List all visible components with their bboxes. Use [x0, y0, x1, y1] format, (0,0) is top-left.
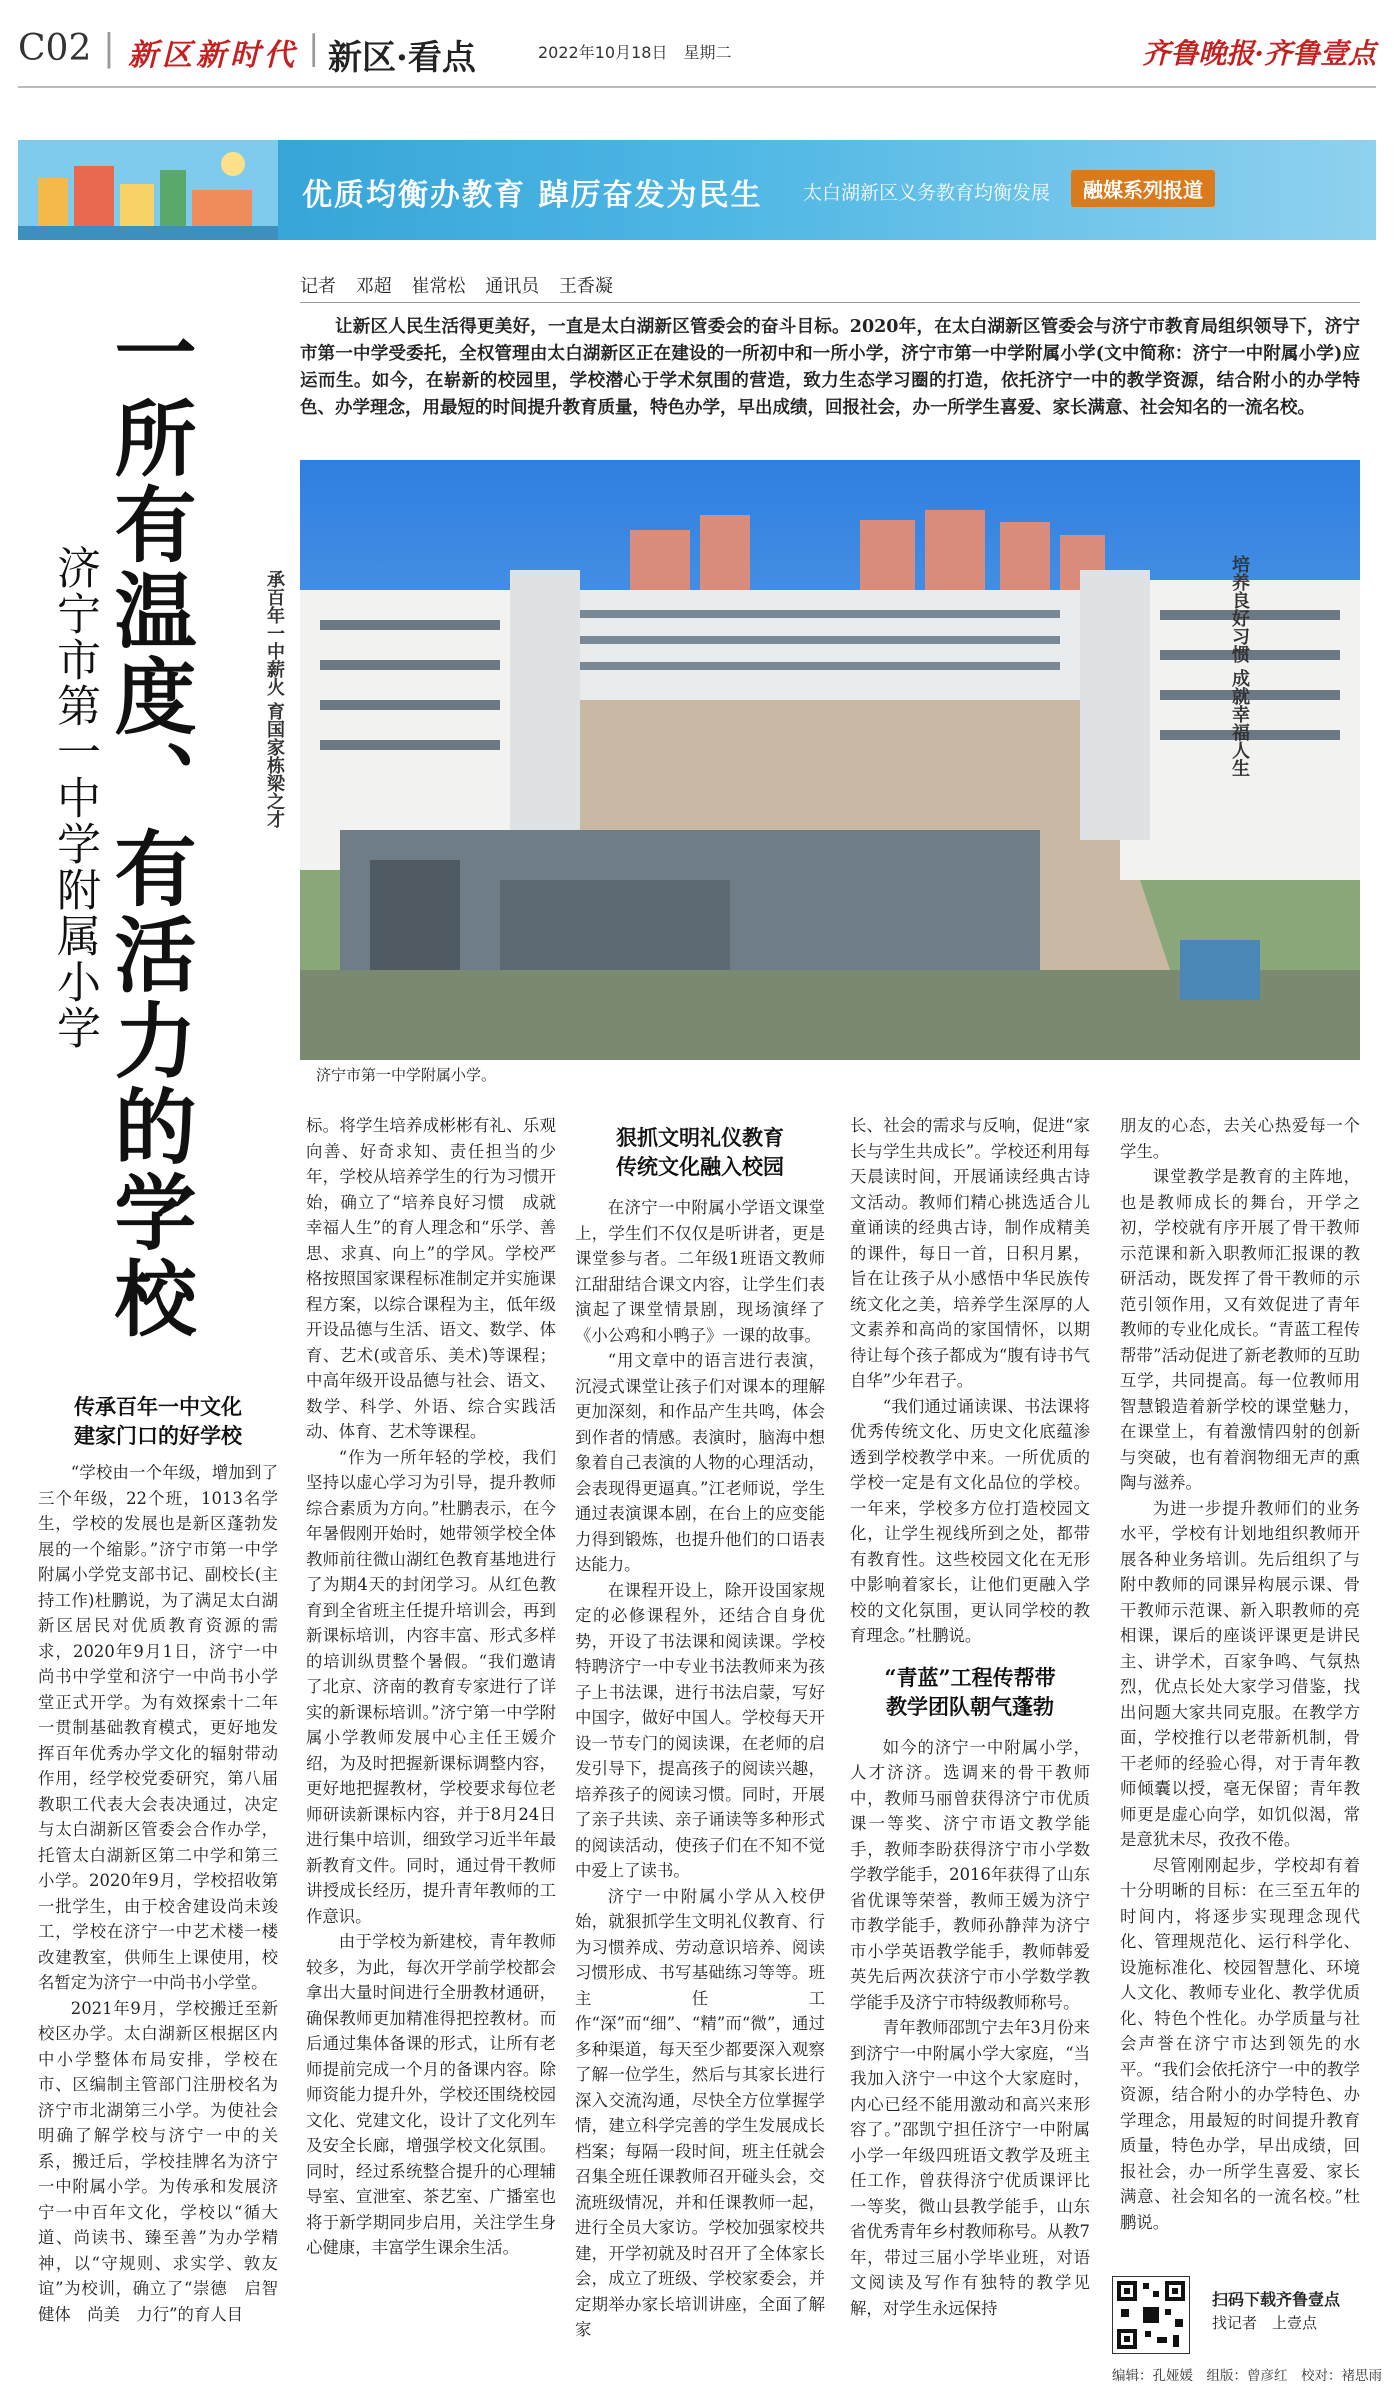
- paragraph: 在济宁一中附属小学语文课堂上，学生们不仅仅是听讲者，更是课堂参与者。二年级1班语文教师江甜甜结合课文内容，让学生们表演起了课堂情景剧，现场演绎了《小公鸡和小鸭子》一课的故事。: [575, 1198, 825, 1345]
- paragraph: 朋友的心态，去关心热爱每一个学生。: [1120, 1116, 1360, 1161]
- text-column-4: [850, 1113, 1090, 2321]
- paragraph: 长、社会的需求与反响，促进“家长与学生共成长”。学校还利用每天晨读时间，开展诵读经典古诗文活动。教师们精心挑选适合儿童诵读的经典古诗，制作成精美的课件，每日一首，日积月累，旨在让孩子从小感悟中华民族传统文化之美，培养学生深厚的人文素养和高尚的家国情怀，以期待让每个孩子都成为“腹有诗书气自华”少年君子。: [850, 1116, 1090, 1390]
- sub-headline: 济宁市第一中学附属小学: [49, 545, 100, 1051]
- section-title: 新区·看点: [328, 38, 476, 78]
- paragraph: “学校由一个年级，增加到了三个年级，22个班，1013名学生，学校的发展也是新区蓬勃发展的一个缩影。”济宁市第一中学附属小学党支部书记、副校长(主持工作)杜鹏说，为了满足太白湖新区居民对优质教育资源的需求，2020年9月1日，济宁一中尚书中学堂和济宁一中尚书小学堂正式开学。为有效探索十二年一贯制基础教育模式，更好地发挥百年优秀办学文化的辐射带动作用，经学校党委研究，第八届教职工代表大会表决通过，决定与太白湖新区管委会合作办学，托管太白湖新区第二中学和第三小学。2020年9月，学校招收第一批学生，由于校舍建设尚未竣工，学校在济宁一中艺术楼一楼改建教室，供师生上课使用，校名暂定为济宁一中尚书小学堂。: [38, 1463, 278, 1992]
- paragraph: “用文章中的语言进行表演，沉浸式课堂让孩子们对课本的理解更加深刻，和作品产生共鸣，体会到作者的情感。表演时，脑海中想象着自己表演的人物的心理活动，会表现得更逼真。”江老师说，学生通过表演课本剧，在台上的应变能力得到锻炼，也提升他们的口语表达能力。: [575, 1351, 825, 1574]
- section-heading: [38, 1392, 278, 1450]
- paper-name: 新区新时代: [128, 38, 298, 73]
- paragraph: 在课程开设上，除开设国家规定的必修课程外，还结合自身优势，开设了书法课和阅读课。学校特聘济宁一中专业书法教师来为孩子上书法课，进行书法启蒙，写好中国字，做好中国人。学校每天开设一节专门的阅读课，在老师的启发引导下，提高孩子的阅读兴趣，培养孩子的阅读习惯。同时，开展了亲子共读、亲子诵读等多种形式的阅读活动，使孩子们在不知不觉中爱上了读书。: [575, 1580, 825, 1880]
- paragraph: 青年教师邵凯宁去年3月份来到济宁一中附属小学大家庭，“当我加入济宁一中这个大家庭时，内心已经不能用激动和高兴来形容了。”邵凯宁担任济宁一中附属小学一年级四班语文教学及班主任工作，曾获得济宁优质课评比一等奖，微山县教学能手，山东省优秀青年乡村教师称号。从教7年，带过三届小学毕业班，对语文阅读及写作有独特的教学见解，对学生永远保持: [850, 2018, 1090, 2318]
- photo-caption: 济宁市第一中学附属小学。: [316, 1066, 497, 1084]
- school-photo: [300, 460, 1360, 1060]
- section-heading-line: 建家门口的好学校: [74, 1423, 242, 1448]
- masthead: [18, 24, 1376, 80]
- paragraph: 由于学校为新建校，青年教师较多，为此，每次开学前学校都会拿出大量时间进行全册教材通研，确保教师更加精准得把控教材。而后通过集体备课的形式，让所有老师提前完成一个月的备课内容。除师资能力提升外，学校还围绕校园文化、党建文化，设计了文化列车及安全长廊，增强学校文化氛围。同时，经过系统整合提升的心理辅导室、宣泄室、茶艺室、广播室也将于新学期同步启用，关注学生身心健康，丰富学生课余生活。: [306, 1932, 556, 2257]
- reporter-label: 记者: [300, 276, 336, 297]
- header-rule: [18, 86, 1376, 88]
- qr-line: 找记者 上壹点: [1212, 2314, 1318, 2332]
- text-column-5: [1120, 1113, 1360, 2235]
- page-credits: 编辑：孔娅媛 组版：曾彦红 校对：褚思雨: [1112, 2368, 1382, 2384]
- paragraph: 为进一步提升教师们的业务水平，学校有计划地组织教师开展各种业务培训。先后组织了与附中教师的同课异构展示课、骨干教师示范课、新入职教师的亮相课，课后的座谈评课更是讲民主、讲学术，百家争鸣、气氛热烈，优点长处大家学习借鉴，找出问题大家共同克服。在教学方面，学校推行以老带新机制，骨干老师的经验心得，对于青年教师倾囊以授，毫无保留；青年教师更是虚心向学，如饥似渴，常是意犹未尽，孜孜不倦。: [1120, 1498, 1360, 1849]
- school-illustration-icon: [18, 140, 278, 240]
- series-banner: [18, 140, 1376, 240]
- paragraph: 标。将学生培养成彬彬有礼、乐观向善、好奇求知、责任担当的少年，学校从培养学生的行为习惯开始，确立了“培养良好习惯 成就幸福人生”的育人理念和“乐学、善思、求真、向上”的学风。学校严格按照国家课程标准制定并实施课程方案，以综合课程为主，低年级开设品德与生活、语文、数学、体育、艺术(或音乐、美术)等课程；中高年级开设品德与社会、语文、数学、科学、外语、综合实践活动、体育、艺术等课程。: [306, 1116, 556, 1441]
- correspondent-name: 王香凝: [558, 276, 613, 297]
- issue-date: 2022年10月18日 星期二: [538, 43, 732, 62]
- divider: |: [308, 28, 320, 68]
- section-heading-line: 教学团队朝气蓬勃: [886, 1693, 1054, 1719]
- brand-logo: 齐鲁晚报·齐鲁壹点: [1142, 37, 1376, 70]
- sign-left: 承百年一中薪火 育国家栋梁之才: [264, 570, 285, 829]
- reporter-name: 崔常松: [411, 276, 466, 297]
- paragraph: 课堂教学是教育的主阵地，也是教师成长的舞台，开学之初，学校就有序开展了骨干教师示范课和新入职教师汇报课的教研活动，既发挥了骨干教师的示范引领作用，又有效促进了青年教师的专业化成长。“青蓝工程传帮带”活动促进了新老教师的互助互学，共同提高。每一位教师用智慧锻造着新学校的课堂魅力，在课堂上，有着激情四射的创新与突破，也有着润物细无声的熏陶与滋养。: [1120, 1167, 1360, 1492]
- paragraph: “作为一所年轻的学校，我们坚持以虚心学习为引导，提升教师综合素质为方向。”杜鹏表示，在今年暑假刚开始时，她带领学校全体教师前往微山湖红色教育基地进行了为期4天的封闭学习。从红色教育到全省班主任提升培训会，再到新课标培训，内容丰富、形式多样的培训纵贯整个暑假。“我们邀请了北京、济南的教育专家进行了详实的新课标培训。”济宁第一中学附属小学教师发展中心主任王媛介绍，为及时把握新课标调整内容，更好地把握教材，学校要求每位老师研读新课标内容，并于8月24日进行集中培训，细致学习近半年最新教育文件。同时，通过骨干教师讲授成长经历，提升青年教师的工作意识。: [306, 1447, 556, 1926]
- section-heading-line: 狠抓文明礼仪教育: [616, 1125, 784, 1150]
- banner-title: 优质均衡办教育 踔厉奋发为民生: [302, 178, 763, 213]
- qr-caption: [1212, 2288, 1340, 2335]
- headline: 一所有温度、有活力的学校: [101, 310, 197, 1342]
- paragraph: 济宁一中附属小学从入校伊始，就狠抓学生文明礼仪教育、行为习惯养成、劳动意识培养、阅读习惯形成、书写基础练习等等。班主任工作“深”而“细”、“精”而“微”，通过多种渠道，每天至少都要深入观察了解一位学生，然后与其家长进行深入交流沟通，尽快全方位掌握学情，建立科学完善的学生发展成长档案；每隔一段时间，班主任就会召集全班任课教师召开碰头会，交流班级情况，并和任课教师一起，进行全员大家访。学校加强家校共建，开学初就及时召开了全体家长会，成立了班级、学校家委会，并定期举办家长培训讲座，全面了解家: [575, 1886, 825, 2339]
- paragraph: “我们通过诵读课、书法课将优秀传统文化、历史文化底蕴渗透到学校教学中来。一所优质的学校一定是有文化品位的学校。一年来，学校多方位打造校园文化，让学生视线所到之处，都带有教育性。这些校园文化在无形中影响着家长，让他们更融入学校的文化氛围，更认同学校的教育理念。”杜鹏说。: [850, 1396, 1090, 1645]
- section-heading: [850, 1663, 1090, 1721]
- sign-right: 培养良好习惯 成就幸福人生: [1229, 555, 1250, 778]
- banner-tag: 融媒系列报道: [1071, 170, 1215, 207]
- text-column-3: [575, 1113, 825, 2343]
- lead-paragraph: 让新区人民生活得更美好，一直是太白湖新区管委会的奋斗目标。2020年，在太白湖新区管委会与济宁市教育局组织领导下，济宁市第一中学受委托，全权管理由太白湖新区正在建设的一所初中和一所小学，济宁市第一中学附属小学(文中简称：济宁一中附属小学)应运而生。如今，在崭新的校园里，学校潜心于学术氛围的营造，致力生态学习圈的打造，依托济宁一中的教学资源，结合附小的办学特色、办学理念，用最短的时间提升教育质量，特色办学，早出成绩，回报社会，办一所学生喜爱、家长满意、社会知名的一流名校。: [300, 317, 1360, 418]
- byline: [300, 272, 627, 298]
- paragraph: 2021年9月，学校搬迁至新校区办学。太白湖新区根据区内中小学整体布局安排，学校在市、区编制主管部门注册校名为济宁市北湖第三小学。为使社会明确了解学校与济宁一中的关系，搬迁后，学校挂牌名为济宁一中附属小学。为传承和发展济宁一中百年文化，学校以“循大道、尚读书、臻至善”为办学精神，以“守规则、求实学、敦友谊”为校训，确立了“崇德 启智 健体 尚美 力行”的育人目: [38, 1998, 295, 2324]
- paragraph: 如今的济宁一中附属小学，人才济济。选调来的骨干教师中，教师马丽曾获得济宁市优质课一等奖、济宁市语文教学能手，教师李盼获得济宁市小学数学教学能手，2016年获得了山东省优课等荣誉，教师王媛为济宁市教学能手，教师孙静萍为济宁市小学英语教学能手，教师韩爱英先后两次获济宁市小学数学教学能手及济宁市特级教师称号。: [850, 1737, 1090, 2012]
- qr-code-icon[interactable]: [1112, 2276, 1190, 2354]
- reporter-name: 邓超: [355, 276, 392, 297]
- section-heading: [575, 1123, 825, 1181]
- banner-subtitle: 太白湖新区义务教育均衡发展: [803, 182, 1051, 204]
- correspondent-label: 通讯员: [485, 276, 540, 297]
- page-number: C02 |: [18, 28, 115, 69]
- byline-rule: [300, 302, 1360, 303]
- section-heading-line: “青蓝”工程传帮带: [884, 1664, 1056, 1690]
- section-heading-line: 传统文化融入校园: [616, 1154, 784, 1179]
- text-column-2: [306, 1113, 556, 2261]
- text-column-1: [38, 1460, 295, 2327]
- section-heading-line: 传承百年一中文化: [74, 1394, 242, 1419]
- paragraph: 尽管刚刚起步，学校却有着十分明晰的目标：在三至五年的时间内，将逐步实现理念现代化、管理规范化、运行科学化、设施标准化、校园智慧化、环境人文化、教师专业化、教学优质化、特色个性化。办学质量与社会声誉在济宁市达到领先的水平。“我们会依托济宁一中的教学资源，结合附小的办学特色、办学理念，用最短的时间提升教育质量，特色办学，早出成绩，回报社会，办一所学生喜爱、家长满意、社会知名的一流名校。”杜鹏说。: [1120, 1855, 1360, 2232]
- qr-line: 扫码下载齐鲁壹点: [1212, 2290, 1341, 2309]
